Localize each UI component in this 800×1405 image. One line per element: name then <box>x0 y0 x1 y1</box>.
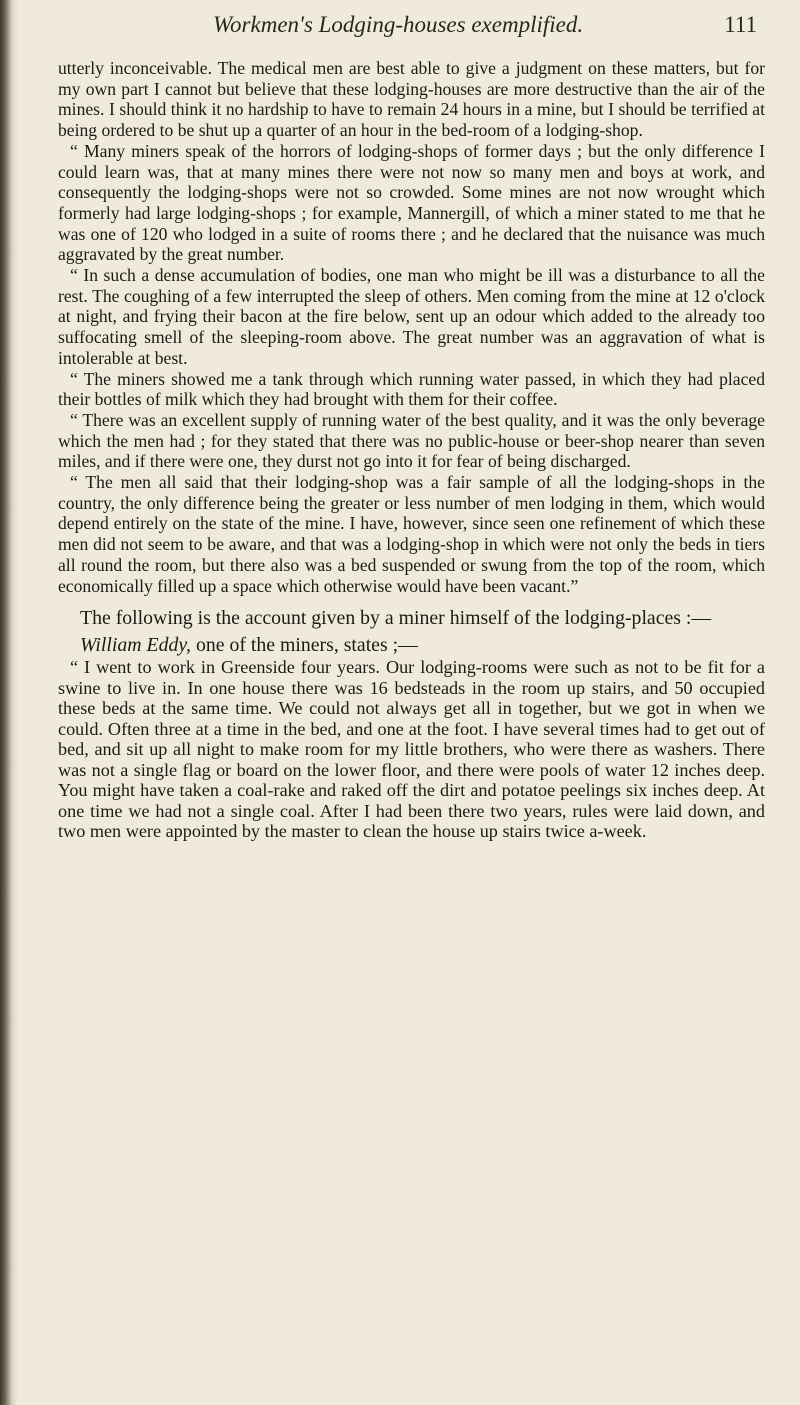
running-title: Workmen's Lodging-houses exemplified. <box>213 12 584 37</box>
narrative-paragraph: “ I went to work in Greenside four years. Our lodging-rooms were such as not to be fit for a swine to live in. In one house there was 16 bedsteads in the room up stairs, and 50 occupied these beds at the same time. We could not always get all in together, but we got in when we could. Often three at a time in the bed, and one at the foot. I have several times had to get out of bed, and sit up all night to make room for my little brothers, who were there as washers. There was not a single flag or board on the lower floor, and there were pools of water 12 inches deep. You might have taken a coal-rake and raked off the dirt and potatoe peelings six inches deep. At one time we had not a single coal. After I had been there two years, rules were laid down, and two men were appointed by the master to clean the house up stairs twice a-week. <box>58 657 765 842</box>
intro-paragraph: The following is the account given by a miner himself of the lodging-places :— <box>80 607 712 630</box>
page-number: 111 <box>724 12 757 37</box>
page-body <box>58 58 765 842</box>
paragraph: “ There was an excellent supply of running water of the best quality, and it was the only beverage which the men had ; for they stated that there was no public-house or beer-shop nearer than seven miles, and if there were one, they durst not go into it for fear of being discharged. <box>58 409 765 472</box>
paragraph: “ Many miners speak of the horrors of lodging-shops of former days ; but the only difference I could learn was, that at many mines there were not now so many men and boys at work, and consequently the lodging-shops were not so crowded. Some mines are not now wrought which formerly had large lodging-shops ; for example, Mannergill, of which a miner stated to me that he was one of 120 who lodged in a suite of rooms there ; and he declared that the nuisance was much aggravated by the great number. <box>58 140 765 265</box>
paragraph: “ The miners showed me a tank through which running water passed, in which they had placed their bottles of milk which they had brought with them for their coffee. <box>58 368 765 410</box>
paragraph: “ The men all said that their lodging-shop was a fair sample of all the lodging-shops in the country, the only difference being the greater or less number of men lodging in them, which would depend entirely on the state of the mine. I have, however, since seen one refinement of which these men did not seem to be aware, and that was a lodging-shop in which were not only the beds in tiers all round the room, but there also was a bed suspended or swung from the top of the room, which economically filled up a space which otherwise would have been vacant.” <box>58 472 765 596</box>
speaker-rest: one of the miners, states ;— <box>191 634 418 657</box>
speaker-name: William Eddy, <box>80 634 191 657</box>
speaker-line <box>58 633 765 657</box>
page-binding-edge <box>0 0 18 1405</box>
page-header <box>58 12 765 46</box>
paragraph: “ In such a dense accumulation of bodies, one man who might be ill was a disturbance to all the rest. The coughing of a few interrupted the sleep of others. Men coming from the mine at 12 o'clock at night, and frying their bacon at the fire below, sent up an odour which added to the already too suffocating smell of the sleeping-room above. The great number was an aggravation of what is intolerable at best. <box>58 265 765 368</box>
paragraph: utterly inconceivable. The medical men are best able to give a judgment on these matters, but for my own part I cannot but believe that these lodging-houses are more destructive than the air of the mines. I should think it no hardship to have to remain 24 hours in a mine, but I should be terrified at being ordered to be shut up a quarter of an hour in the bed-room of a lodging-shop. <box>58 58 765 141</box>
